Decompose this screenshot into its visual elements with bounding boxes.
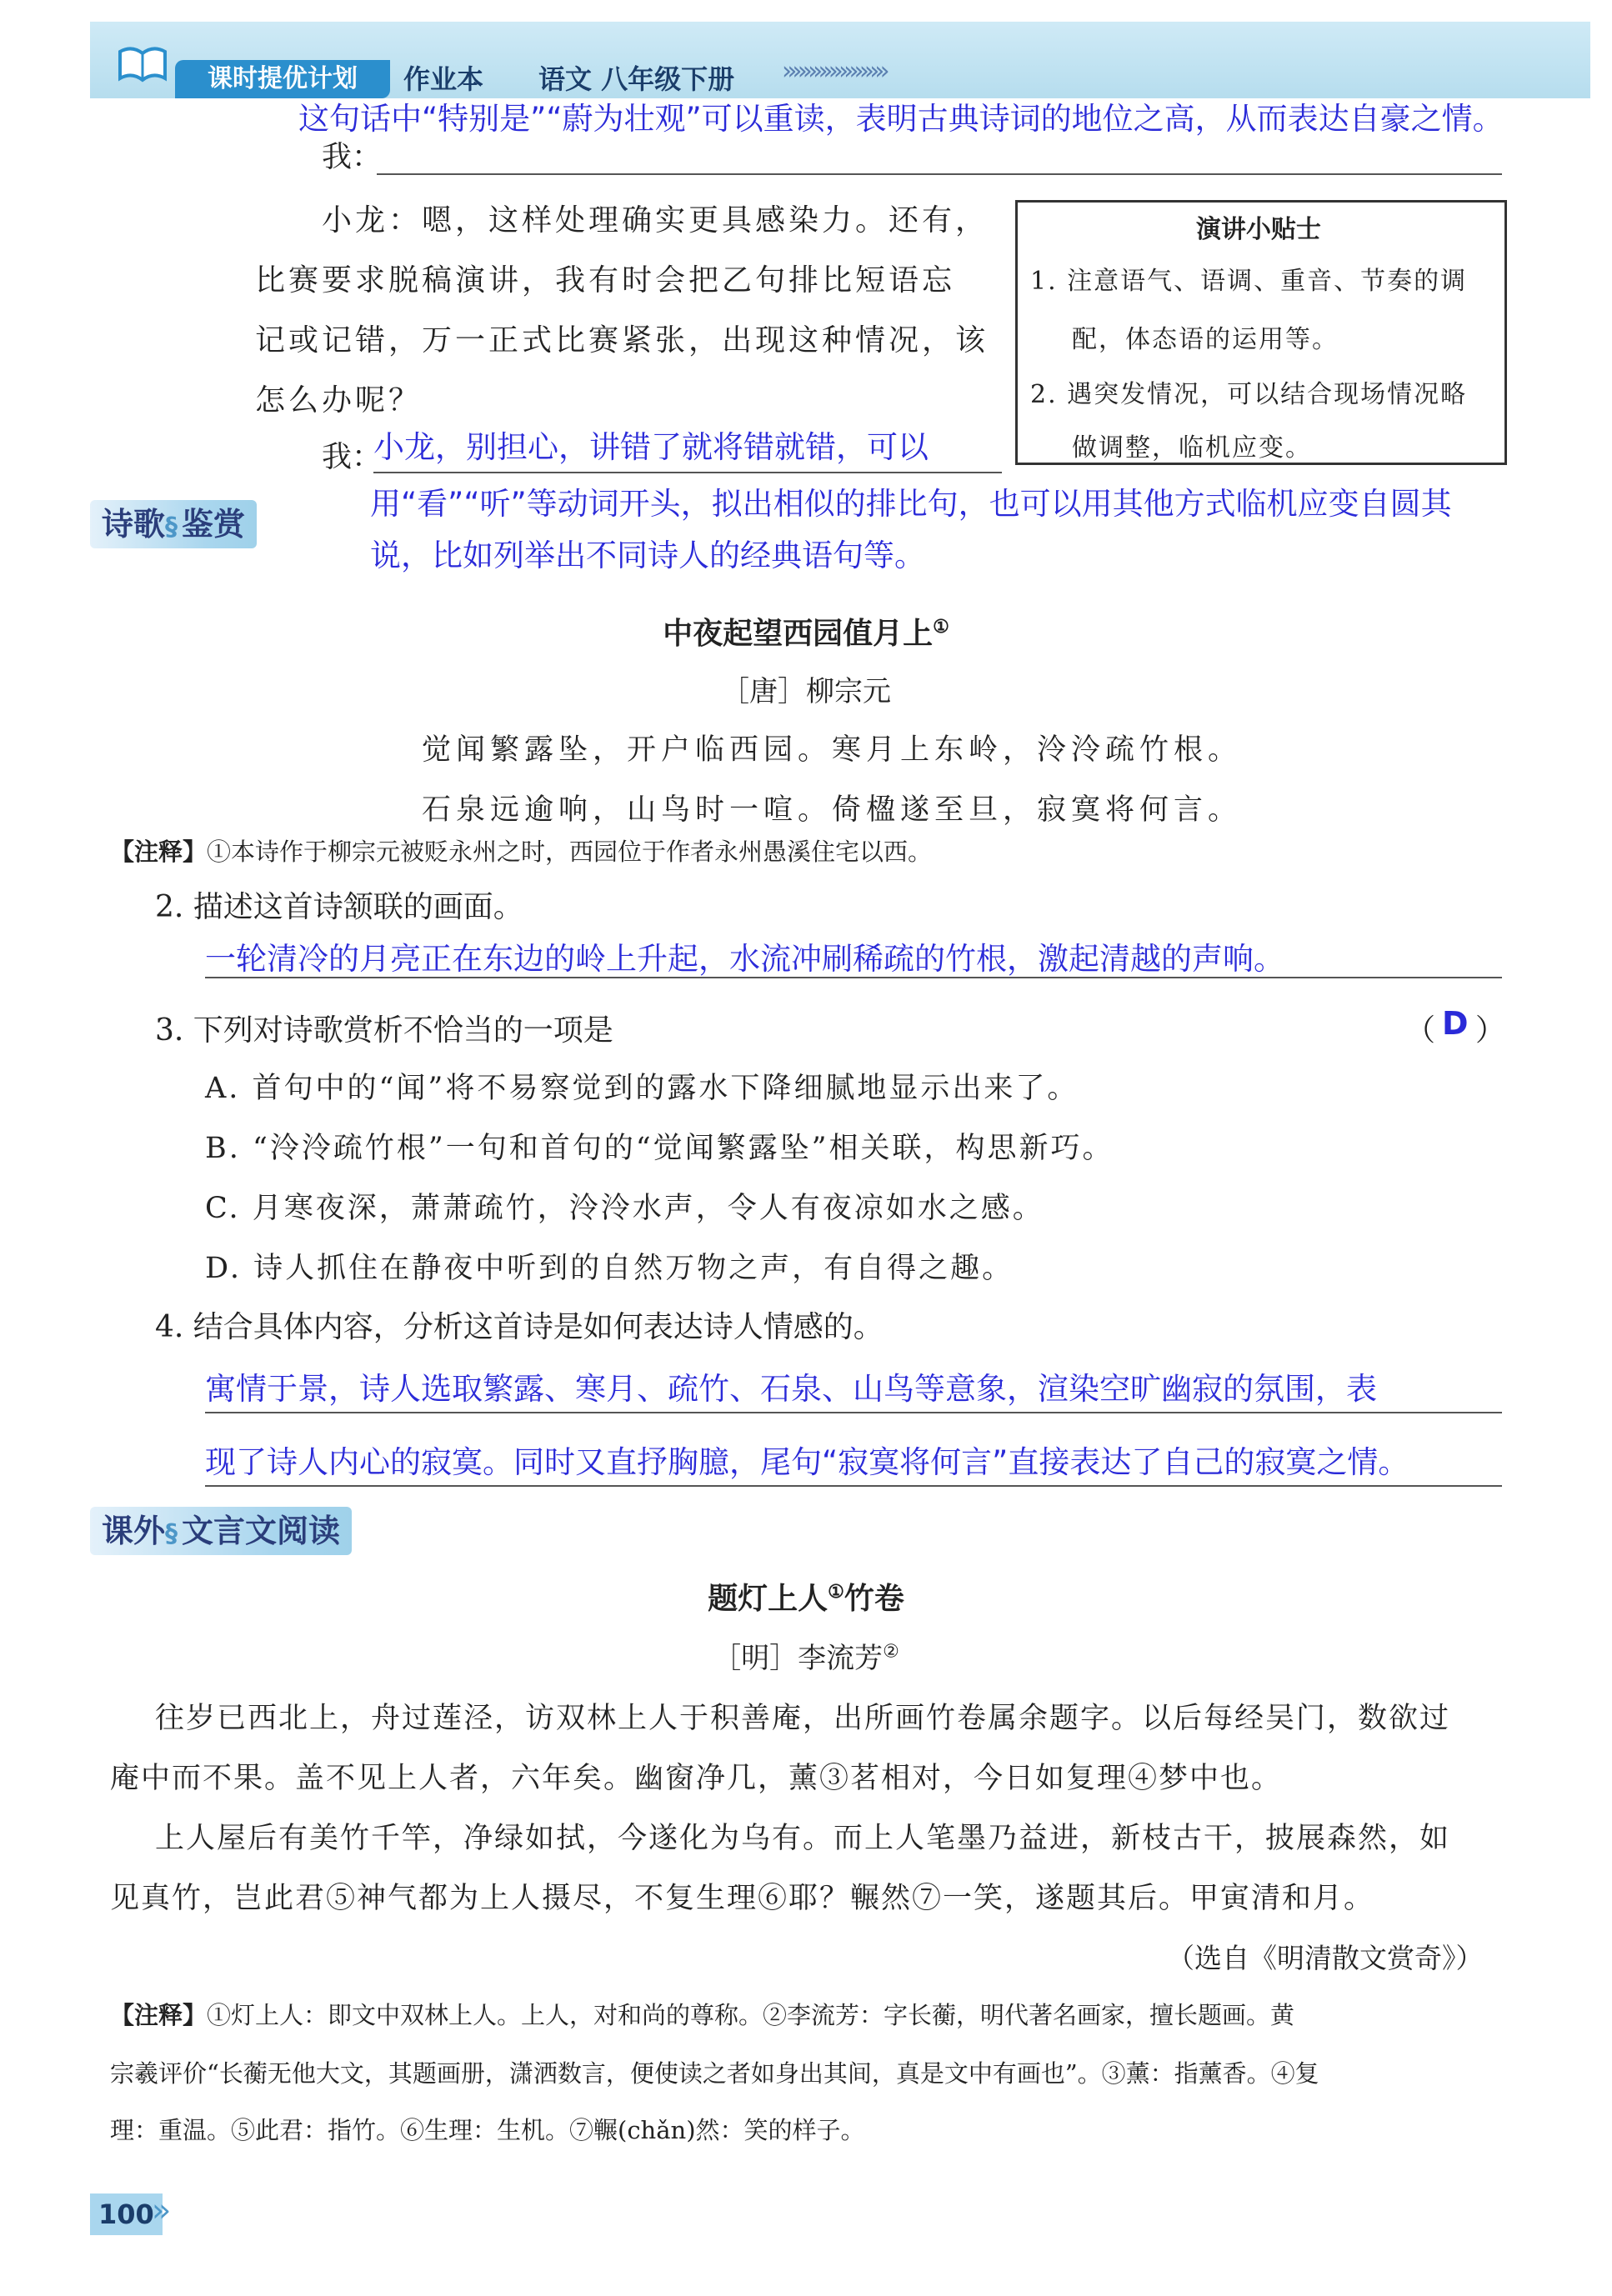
answer-line — [205, 1485, 1502, 1487]
tips-item-2b: 做调整，临机应变。 — [1072, 433, 1312, 463]
question-4-answer-line-2: 现了诗人内心的寂寞。同时又直抒胸臆，尾句“寂寞将何言”直接表达了自己的寂寞之情。 — [205, 1444, 1409, 1480]
para2-line-1: 上人屋后有美竹千竿，净绿如拭，今遂化为乌有。而上人笔墨乃益进，新枝古干，披展森然，如 — [155, 1822, 1451, 1855]
answer-line — [205, 1412, 1502, 1413]
dialogue-line-1: 小龙：嗯，这样处理确实更具感染力。还有， — [322, 203, 989, 238]
poem-note — [110, 833, 932, 868]
question-3-paren-open: （ — [1405, 1013, 1436, 1048]
question-2: 2. 描述这首诗颔联的画面。 — [155, 890, 523, 924]
classical-source: （选自《明清散文赏奇》） — [1167, 1942, 1484, 1974]
header-title: 作业本 — [403, 63, 484, 95]
note-label: 【注释】 — [110, 2001, 208, 2029]
chain-link-icon: § — [165, 1519, 178, 1548]
option-b: B. “泠泠疏竹根”一句和首句的“觉闻繁露坠”相关联，构思新巧。 — [205, 1132, 1114, 1165]
section-label-part-b: 文言文阅读 — [182, 1513, 341, 1549]
page-number: 100 — [90, 2193, 163, 2235]
question-4: 4. 结合具体内容，分析这首诗是如何表达诗人情感的。 — [155, 1310, 884, 1344]
option-c: C. 月寒夜深，萧萧疏竹，泠泠水声，令人有夜凉如水之感。 — [205, 1192, 1044, 1225]
question-4-answer-line-1: 寓情于景，诗人选取繁露、寒月、疏竹、石泉、山鸟等意象，渲染空旷幽寂的氛围，表 — [205, 1371, 1377, 1407]
dialogue-line-2: 比赛要求脱稿演讲，我有时会把乙句排比短语忘 — [255, 263, 956, 298]
me-label: 我： — [322, 140, 383, 174]
tips-item-1: 1. 注意语气、语调、重音、节奏的调 — [1030, 267, 1468, 296]
previous-answer: 这句话中“特别是”“蔚为壮观”可以重读，表明古典诗词的地位之高，从而表达自豪之情。 — [298, 101, 1504, 137]
para2-line-2: 见真竹，岂此君⑤神气都为上人摄尽，不复生理⑥耶？冁然⑦一笑，遂题其后。甲寅清和月。 — [110, 1882, 1375, 1915]
header-subject: 语文 八年级下册 — [538, 63, 735, 95]
classical-author — [0, 1635, 1612, 1676]
answer-line — [373, 472, 1002, 473]
answer-line — [377, 173, 1502, 175]
section-label-part-a: 课外 — [102, 1513, 166, 1549]
dialogue-line-4: 怎么办呢？ — [255, 383, 423, 418]
classical-note-line-1 — [110, 1997, 1294, 2031]
poem-author: ［唐］柳宗元 — [721, 675, 891, 708]
tips-item-2: 2. 遇突发情况，可以结合现场情况略 — [1030, 380, 1468, 409]
option-a: A. 首句中的“闻”将不易察觉到的露水下降细腻地显示出来了。 — [205, 1072, 1079, 1105]
section-label-poetry — [90, 500, 257, 548]
option-d: D. 诗人抓住在静夜中听到的自然万物之声，有自得之趣。 — [205, 1252, 1014, 1285]
page-arrow-icon: » — [152, 2192, 172, 2228]
header-badge: 课时提优计划 — [175, 60, 390, 98]
poem-line-1: 觉闻繁露坠，开户临西园。寒月上东岭，泠泠疏竹根。 — [422, 733, 1243, 767]
section-label-part-a: 诗歌 — [102, 506, 166, 543]
header-arrows-icon: »»»»»»»»»» — [782, 57, 885, 86]
poem-line-2: 石泉远逾响，山鸟时一喧。倚楹遂至旦，寂寞将何言。 — [422, 793, 1243, 827]
note-label: 【注释】 — [110, 838, 208, 866]
my-answer-line-2: 用“看”“听”等动词开头，拟出相似的排比句，也可以用其他方式临机应变自圆其 — [370, 486, 1452, 522]
classical-title-a: 题灯上人 — [708, 1581, 829, 1616]
dialogue-line-3: 记或记错，万一正式比赛紧张，出现这种情况，该 — [255, 323, 989, 358]
question-2-answer: 一轮清冷的月亮正在东边的岭上升起，水流冲刷稀疏的竹根，激起清越的声响。 — [205, 941, 1284, 977]
para1-line-2: 庵中而不果。盖不见上人者，六年矣。幽窗净几，薰③茗相对，今日如复理④梦中也。 — [110, 1762, 1283, 1795]
poem-title-footnote: ① — [933, 616, 949, 638]
classical-title — [0, 1575, 1612, 1618]
note-text: ①灯上人：即文中双林上人。上人，对和尚的尊称。②李流芳：字长蘅，明代著名画家，擅长题画。黄 — [207, 2001, 1295, 2029]
classical-note-line-2: 宗羲评价“长蘅无他大文，其题画册，潇洒数言，便使读之者如身出其间，真是文中有画也”。③薰：指薰香。④复 — [110, 2059, 1319, 2088]
tips-item-1b: 配，体态语的运用等。 — [1072, 325, 1339, 354]
tips-title: 演讲小贴士 — [1196, 215, 1321, 244]
answer-line — [205, 977, 1502, 978]
classical-note-line-3: 理：重温。⑤此君：指竹。⑥生理：生机。⑦冁(chǎn)然：笑的样子。 — [110, 2116, 865, 2144]
me-label-2: 我： — [322, 440, 383, 474]
classical-title-b: 竹卷 — [844, 1581, 904, 1616]
question-3: 3. 下列对诗歌赏析不恰当的一项是 — [155, 1013, 613, 1048]
note-text: ①本诗作于柳宗元被贬永州之时，西园位于作者永州愚溪住宅以西。 — [207, 838, 933, 866]
poem-title — [0, 610, 1612, 653]
classical-title-footnote: ① — [828, 1581, 844, 1603]
para1-line-1: 往岁已西北上，舟过莲泾，访双林上人于积善庵，出所画竹卷属余题字。以后每经吴门，数欲过 — [155, 1702, 1451, 1735]
my-answer-line-3: 说，比如列举出不同诗人的经典语句等。 — [370, 538, 925, 573]
my-answer-line-1: 小龙，别担心，讲错了就将错就错，可以 — [373, 429, 929, 465]
section-label-classical — [90, 1507, 352, 1555]
classical-author-text: ［明］李流芳 — [713, 1642, 884, 1675]
open-book-icon — [117, 43, 168, 83]
question-3-answer: D — [1442, 1005, 1469, 1042]
section-label-part-b: 鉴赏 — [182, 506, 246, 543]
classical-author-footnote: ② — [883, 1641, 899, 1663]
chain-link-icon: § — [165, 513, 178, 542]
question-3-paren-close: ） — [1475, 1013, 1506, 1048]
poem-title-text: 中夜起望西园值月上 — [663, 616, 934, 651]
